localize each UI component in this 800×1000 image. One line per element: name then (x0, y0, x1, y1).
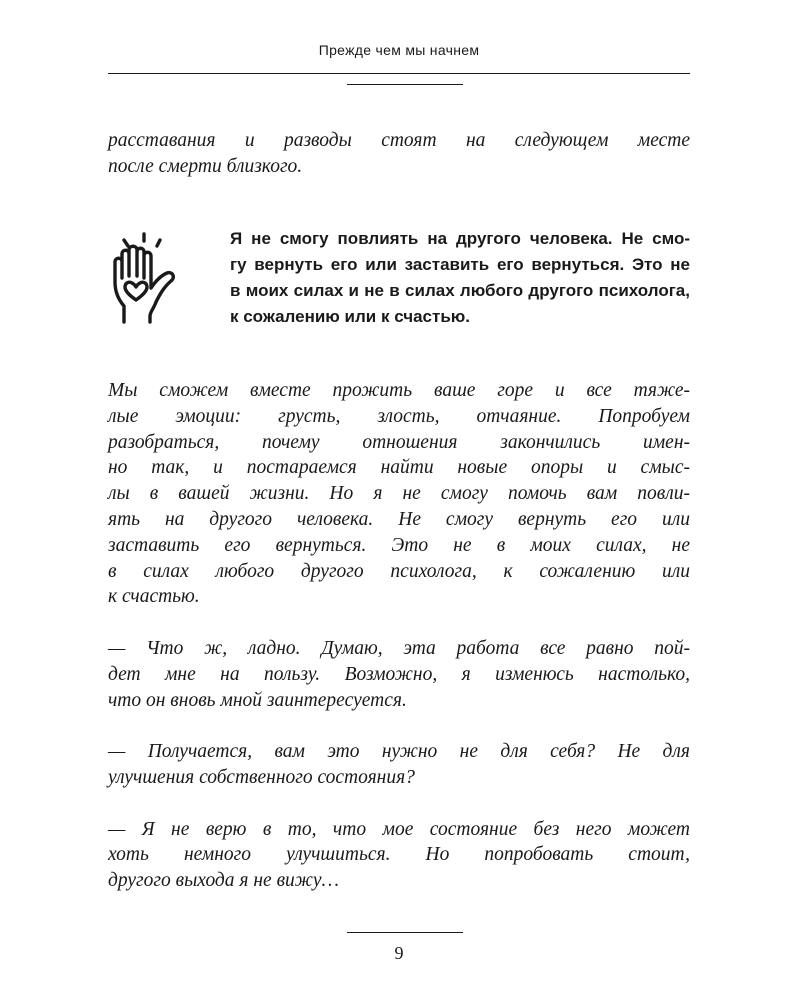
paragraph-line: — Я не верю в то, что мое состояние без него может (108, 818, 690, 840)
paragraph-line: лы в вашей жизни. Но я не смогу помочь вам повли- (108, 483, 690, 505)
paragraph (108, 817, 690, 894)
paragraph-line: в силах любого другого психолога, к сожалению или (108, 560, 690, 582)
paragraph-line: лые эмоции: грусть, злость, отчаяние. Попробуем (108, 405, 690, 427)
paragraph (108, 636, 690, 713)
intro-line: после смерти близкого. (108, 155, 303, 177)
intro-paragraph (108, 128, 690, 180)
intro-line: расставания и разводы стоят на следующем месте (108, 130, 690, 151)
paragraph (108, 378, 690, 610)
paragraph-line: другого выхода я не вижу… (108, 870, 339, 892)
running-header: Прежде чем мы начнем (318, 42, 480, 58)
paragraph-line: разобраться, почему отношения закончились имен- (108, 431, 690, 453)
callout-line: Я не смогу повлиять на другого человека. Не смо- (230, 229, 690, 248)
callout-line: гу вернуть его или заставить его вернуться. Это не (230, 255, 690, 274)
header-rule (108, 73, 690, 74)
paragraph-line: что он вновь мной заинтересуется. (108, 689, 407, 711)
callout-line: к сожалению или к счастью. (230, 307, 471, 326)
page-number: 9 (394, 943, 404, 963)
footer-rule (347, 932, 463, 933)
paragraph-line: — Что ж, ладно. Думаю, эта работа все равно пой- (108, 637, 690, 659)
paragraph (108, 739, 690, 791)
callout-line: в моих силах и не в силах любого другого психолога, (230, 281, 690, 300)
callout-text (230, 226, 690, 330)
paragraph-line: но так, и постараемся найти новые опоры и смыс- (108, 457, 690, 479)
paragraph-line: дет мне на пользу. Возможно, я изменюсь настолько, (108, 663, 690, 685)
paragraph-line: улучшения собственного состояния? (108, 766, 415, 788)
callout-block (108, 226, 690, 336)
paragraph-line: хоть немного улучшиться. Но попробовать стоит, (108, 844, 690, 866)
paragraph-line: ять на другого человека. Не смогу вернуть его или (108, 508, 690, 530)
paragraph-line: — Получается, вам это нужно не для себя? Не для (108, 741, 690, 763)
paragraph-line: Мы сможем вместе прожить ваше горе и все тяже- (108, 380, 690, 401)
header-short-rule (347, 84, 463, 85)
paragraph-line: к счастью. (108, 586, 200, 608)
paragraph-line: заставить его вернуться. Это не в моих силах, не (108, 534, 690, 556)
hand-heart-icon (110, 230, 196, 326)
main-text (108, 378, 690, 920)
